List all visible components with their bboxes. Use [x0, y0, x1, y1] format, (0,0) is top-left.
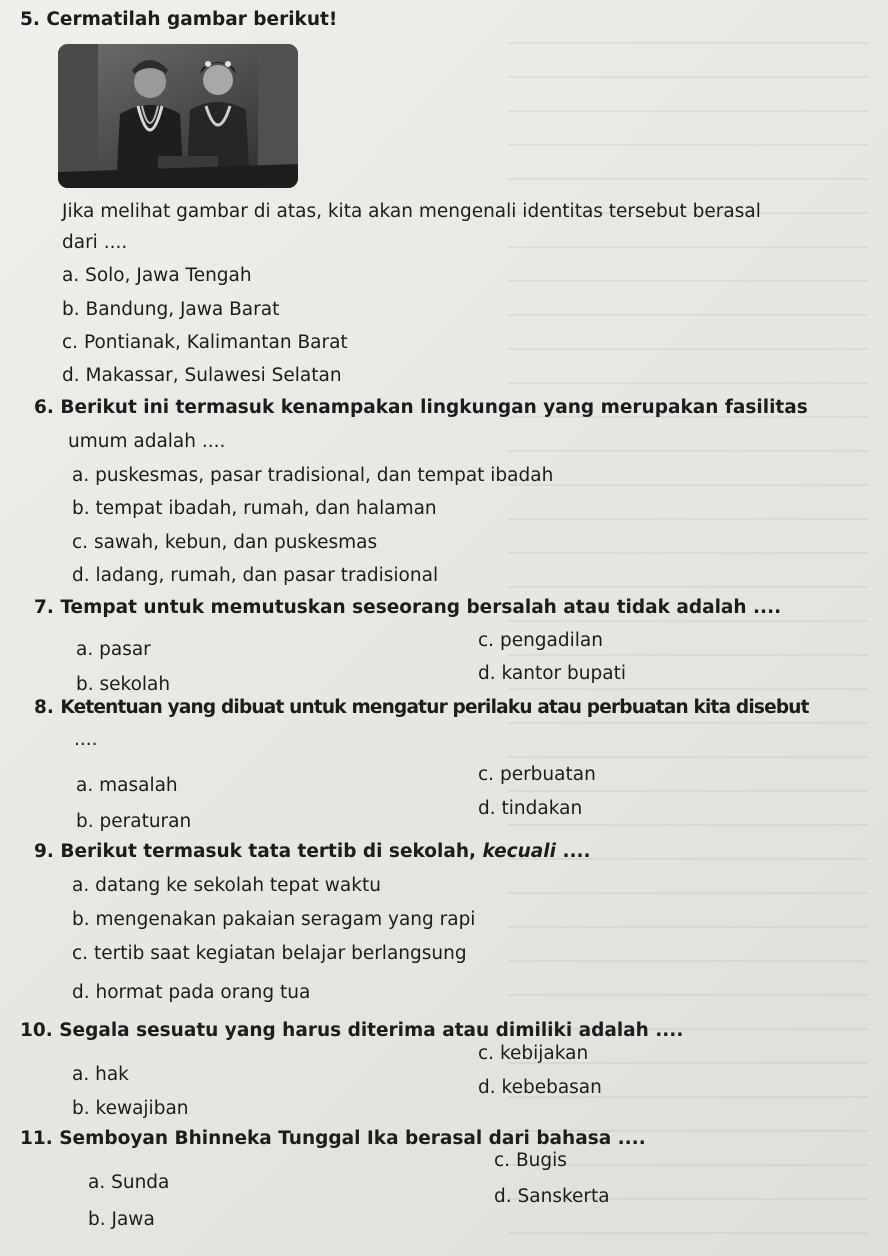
question-number: 8. [34, 697, 54, 718]
option-text: tertib saat kegiatan belajar berlangsung [93, 943, 467, 964]
option-5b[interactable] [62, 298, 279, 322]
option-6c[interactable] [72, 531, 377, 555]
question-8-text-line-2: .... [74, 729, 98, 750]
option-text: peraturan [99, 811, 192, 832]
option-letter: a. [76, 639, 94, 660]
option-letter: b. [88, 1209, 106, 1230]
option-letter: a. [62, 265, 80, 286]
question-number: 7. [34, 597, 54, 618]
option-5c[interactable] [62, 331, 348, 355]
option-10b[interactable] [72, 1097, 189, 1121]
option-9b[interactable] [72, 908, 475, 932]
option-5d[interactable] [62, 364, 342, 388]
option-letter: a. [72, 465, 90, 486]
question-text: Tempat untuk memutuskan seseorang bersalah atau tidak adalah .... [60, 597, 782, 618]
option-text: Sunda [111, 1172, 170, 1193]
option-8b[interactable] [76, 810, 191, 834]
option-9c[interactable] [72, 942, 467, 966]
option-text: masalah [99, 775, 178, 796]
question-9 [34, 840, 591, 864]
option-letter: b. [72, 909, 90, 930]
option-11a[interactable] [88, 1171, 169, 1195]
option-6b[interactable] [72, 497, 437, 521]
option-letter: d. [478, 1077, 496, 1098]
option-text: puskesmas, pasar tradisional, dan tempat ibadah [95, 465, 554, 486]
option-8c[interactable] [478, 763, 596, 787]
option-letter: d. [72, 565, 90, 586]
option-6d[interactable] [72, 564, 438, 588]
option-text: hak [95, 1064, 129, 1085]
option-letter: d. [62, 365, 80, 386]
option-text: kebebasan [501, 1077, 602, 1098]
question-text: Cermatilah gambar berikut! [46, 9, 338, 30]
option-letter: a. [72, 875, 90, 896]
option-11b[interactable] [88, 1208, 155, 1232]
option-letter: c. [478, 1043, 495, 1064]
question-text: Semboyan Bhinneka Tunggal Ika berasal dari bahasa .... [59, 1128, 646, 1149]
option-10d[interactable] [478, 1076, 602, 1100]
question-6-text-line-2: umum adalah .... [68, 431, 226, 452]
option-11d[interactable] [494, 1185, 610, 1209]
option-letter: b. [76, 674, 94, 695]
question-11 [20, 1127, 646, 1151]
question-5-stem-line-1: Jika melihat gambar di atas, kita akan mengenali identitas tersebut berasal [62, 201, 761, 222]
option-letter: b. [72, 1098, 90, 1119]
option-text: kebijakan [499, 1043, 589, 1064]
option-8a[interactable] [76, 774, 178, 798]
question-text: Berikut termasuk tata tertib di sekolah, [60, 841, 477, 862]
option-text: Bugis [515, 1150, 567, 1171]
option-10a[interactable] [72, 1063, 129, 1087]
option-text: Solo, Jawa Tengah [85, 265, 252, 286]
question-number: 9. [34, 841, 54, 862]
question-6 [34, 396, 808, 420]
question-text: Segala sesuatu yang harus diterima atau dimiliki adalah .... [59, 1020, 684, 1041]
option-letter: d. [478, 798, 496, 819]
option-letter: c. [72, 532, 89, 553]
option-letter: c. [478, 630, 495, 651]
question-number: 6. [34, 397, 54, 418]
option-text: pengadilan [499, 630, 603, 651]
option-9d[interactable] [72, 981, 310, 1005]
option-text: datang ke sekolah tepat waktu [95, 875, 381, 896]
option-letter: d. [494, 1186, 512, 1207]
question-text-line-1: Ketentuan yang dibuat untuk mengatur perilaku atau perbuatan kita disebut [60, 697, 809, 718]
option-text: Jawa [111, 1209, 155, 1230]
option-letter: d. [478, 663, 496, 684]
option-text: tindakan [501, 798, 583, 819]
option-text: sawah, kebun, dan puskesmas [93, 532, 378, 553]
question-7 [34, 596, 781, 620]
question-5 [20, 8, 337, 32]
option-letter: c. [478, 764, 495, 785]
question-number: 5. [20, 9, 40, 30]
option-text: pasar [99, 639, 151, 660]
option-letter: c. [494, 1150, 511, 1171]
question-number: 11. [20, 1128, 53, 1149]
wedding-couple-photo [58, 44, 298, 188]
option-5a[interactable] [62, 264, 252, 288]
option-letter: c. [72, 943, 89, 964]
option-text: Bandung, Jawa Barat [85, 299, 280, 320]
option-text: kantor bupati [501, 663, 626, 684]
option-text: perbuatan [499, 764, 596, 785]
question-10 [20, 1019, 683, 1043]
option-text: mengenakan pakaian seragam yang rapi [95, 909, 476, 930]
option-7b[interactable] [76, 673, 170, 697]
option-letter: a. [76, 775, 94, 796]
option-text: hormat pada orang tua [95, 982, 311, 1003]
option-7a[interactable] [76, 638, 151, 662]
option-text: Sanskerta [517, 1186, 610, 1207]
option-text: tempat ibadah, rumah, dan halaman [95, 498, 437, 519]
option-8d[interactable] [478, 797, 582, 821]
option-text: ladang, rumah, dan pasar tradisional [95, 565, 439, 586]
option-text: sekolah [99, 674, 171, 695]
option-text: Pontianak, Kalimantan Barat [83, 332, 348, 353]
option-letter: c. [62, 332, 79, 353]
question-5-stem-line-2: dari .... [62, 232, 128, 253]
option-letter: b. [72, 498, 90, 519]
option-6a[interactable] [72, 464, 553, 488]
option-letter: a. [72, 1064, 90, 1085]
option-letter: b. [76, 811, 94, 832]
option-text: Makassar, Sulawesi Selatan [85, 365, 342, 386]
option-text: kewajiban [95, 1098, 189, 1119]
option-7c[interactable] [478, 629, 603, 653]
option-11c[interactable] [494, 1149, 567, 1173]
option-letter: b. [62, 299, 80, 320]
question-emphasis: kecuali [482, 841, 556, 862]
option-7d[interactable] [478, 662, 626, 686]
option-letter: d. [72, 982, 90, 1003]
question-suffix: .... [562, 841, 591, 862]
option-10c[interactable] [478, 1042, 588, 1066]
question-number: 10. [20, 1020, 53, 1041]
option-9a[interactable] [72, 874, 381, 898]
option-letter: a. [88, 1172, 106, 1193]
question-text-line-1: Berikut ini termasuk kenampakan lingkungan yang merupakan fasilitas [60, 397, 808, 418]
question-8 [34, 696, 809, 720]
